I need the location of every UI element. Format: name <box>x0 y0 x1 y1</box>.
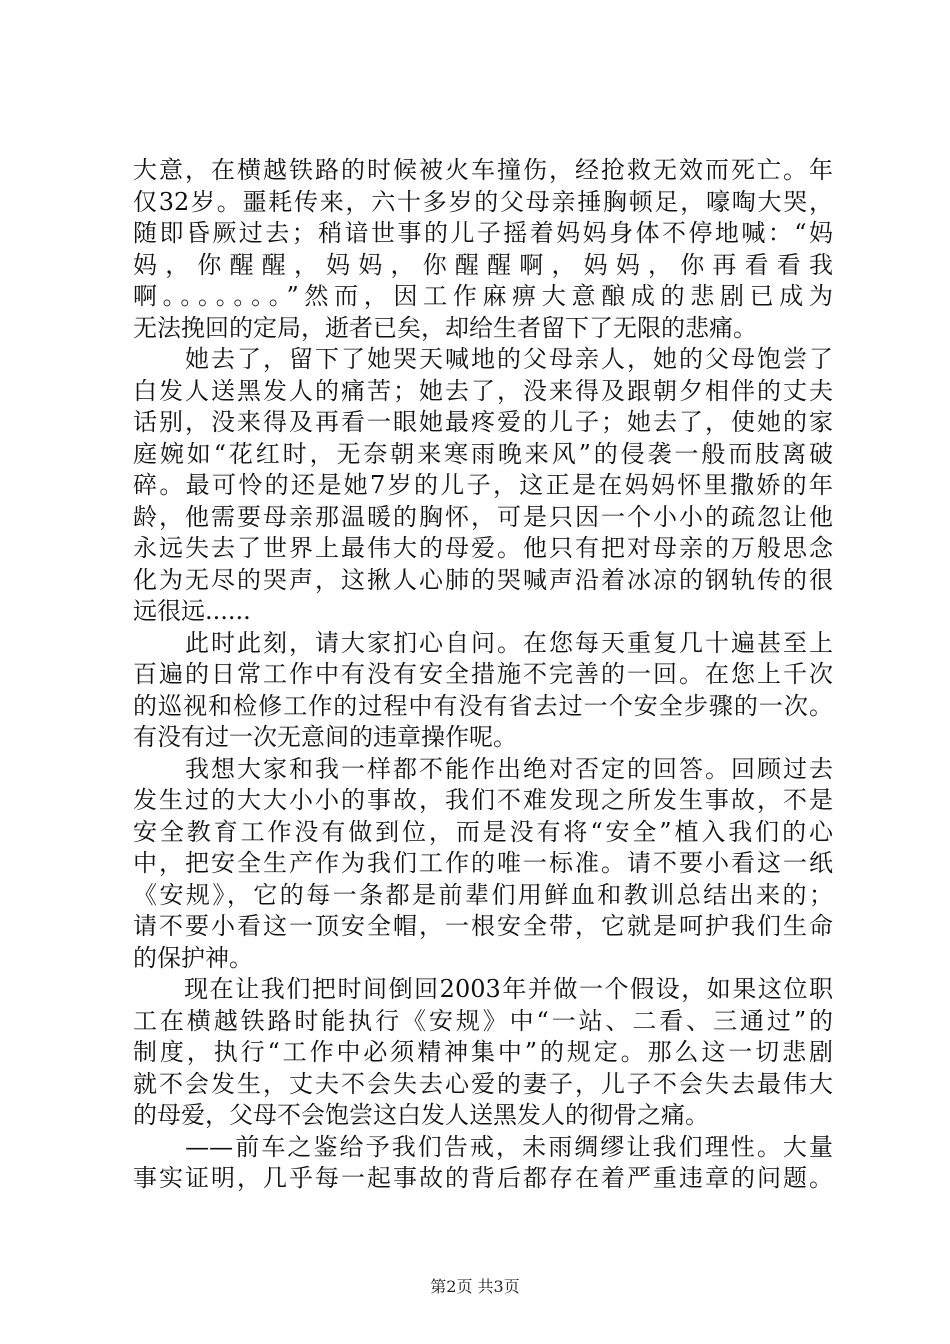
text-line: 百遍的日常工作中有没有安全措施不完善的一回。在您上千次 <box>133 660 833 688</box>
text-line: 就不会发生，丈夫不会失去心爱的妻子，儿子不会失去最伟大 <box>133 1069 833 1098</box>
text-line: 工在横越铁路时能执行《安规》中“一站、二看、三通过”的 <box>133 1006 833 1035</box>
text-line: 随即昏厥过去；稍谙世事的儿子摇着妈妈身体不停地喊：“妈 <box>133 219 833 247</box>
text-line: 无法挽回的定局，逝者已矣，却给生者留下了无限的悲痛。 <box>133 313 757 342</box>
text-line: 此时此刻，请大家扪心自问。在您每天重复几十遍甚至上 <box>133 628 833 657</box>
text-line: 庭婉如“花红时，无奈朝来寒雨晚来风”的侵袭一般而肢离破 <box>133 439 833 468</box>
text-line: 现在让我们把时间倒回2003年并做一个假设，如果这位职 <box>133 975 833 1003</box>
text-line: ——前车之鉴给予我们告戒，未雨绸缪让我们理性。大量 <box>133 1132 833 1161</box>
text-line: 她去了，留下了她哭天喊地的父母亲人，她的父母饱尝了 <box>133 345 833 373</box>
text-line: 碎。最可怜的还是她7岁的儿子，这正是在妈妈怀里撒娇的年 <box>133 471 833 499</box>
text-line: 的母爱，父母不会饱尝这白发人送黑发人的彻骨之痛。 <box>133 1101 709 1129</box>
text-line: 《安规》，它的每一条都是前辈们用鲜血和教训总结出来的； <box>133 880 833 909</box>
text-line: 话别，没来得及再看一眼她最疼爱的儿子；她去了，使她的家 <box>133 408 833 436</box>
text-line: 的巡视和检修工作的过程中有没有省去过一个安全步骤的一次。 <box>133 691 833 720</box>
text-line: 中，把安全生产作为我们工作的唯一标准。请不要小看这一纸 <box>133 849 833 877</box>
text-line: 大意，在横越铁路的时候被火车撞伤，经抢救无效而死亡。年 <box>133 156 833 184</box>
text-line: 龄，他需要母亲那温暖的胸怀，可是只因一个小小的疏忽让他 <box>133 502 833 531</box>
text-line: 白发人送黑发人的痛苦；她去了，没来得及跟朝夕相伴的丈夫 <box>133 376 833 405</box>
text-line: 妈，你醒醒，妈妈，你醒醒啊，妈妈，你再看看我 <box>133 250 833 279</box>
text-line: 远很远...... <box>133 597 251 625</box>
text-line: 安全教育工作没有做到位，而是没有将“安全”植入我们的心 <box>133 817 833 846</box>
page-footer: 第2页 共3页 <box>430 1277 520 1296</box>
text-line: 我想大家和我一样都不能作出绝对否定的回答。回顾过去 <box>133 754 833 783</box>
text-line: 事实证明，几乎每一起事故的背后都存在着严重违章的问题。 <box>133 1164 833 1192</box>
text-line: 请不要小看这一顶安全帽，一根安全带，它就是呵护我们生命 <box>133 912 833 940</box>
text-line: 有没有过一次无意间的违章操作呢。 <box>133 723 517 751</box>
body-text <box>133 155 833 1195</box>
text-line: 仅32岁。噩耗传来，六十多岁的父母亲捶胸顿足，嚎啕大哭， <box>133 187 833 216</box>
text-line: 发生过的大大小小的事故，我们不难发现之所发生事故，不是 <box>133 786 833 814</box>
text-line: 化为无尽的哭声，这揪人心肺的哭喊声沿着冰凉的钢轨传的很 <box>133 565 833 594</box>
text-line: 制度，执行“工作中必须精神集中”的规定。那么这一切悲剧 <box>133 1038 833 1066</box>
text-line: 的保护神。 <box>133 943 253 972</box>
text-line: 啊。。。。。。。”然而，因工作麻痹大意酿成的悲剧已成为 <box>133 282 833 310</box>
text-line: 永远失去了世界上最伟大的母爱。他只有把对母亲的万般思念 <box>133 534 833 562</box>
